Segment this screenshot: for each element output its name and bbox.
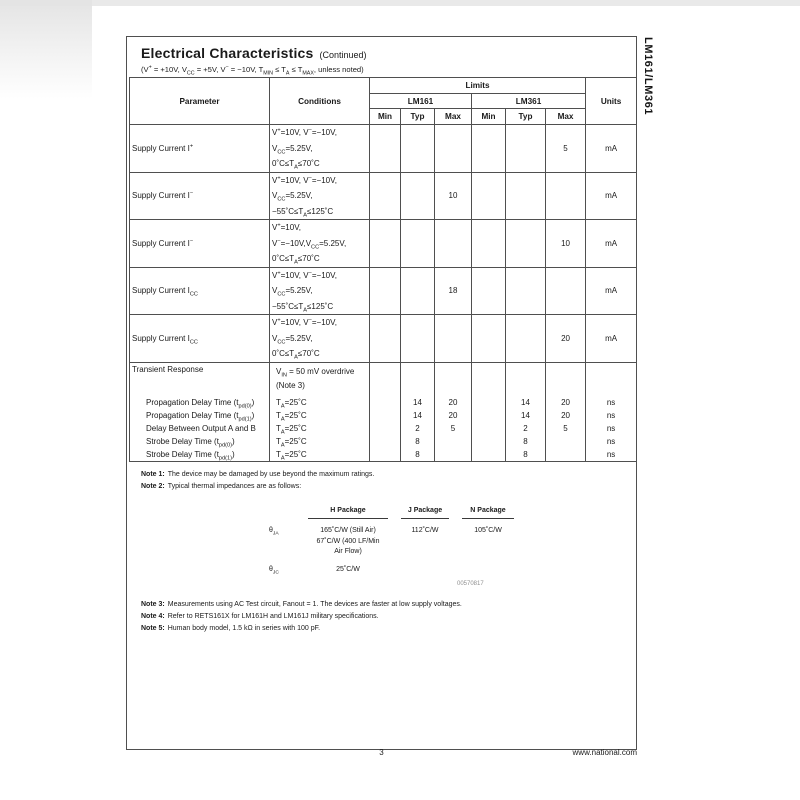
units-cell: mA — [586, 172, 637, 220]
thermal-j-value — [401, 564, 449, 576]
conditions-cell: V+=10V, $V^-=-10V,V_{CC}=5.25V$, $0˚C\le T_A\le 70˚C$ — [270, 220, 370, 268]
value-cell — [506, 172, 546, 220]
value-cell: 14 — [506, 396, 546, 409]
value-cell: 20 — [435, 409, 472, 422]
value-cell — [435, 125, 472, 173]
value-cell — [506, 125, 546, 173]
units-cell: mA — [586, 220, 637, 268]
value-cell: 14 — [506, 409, 546, 422]
units-cell: mA — [586, 267, 637, 315]
part-number-side-label: LM161/LM361 — [642, 37, 654, 116]
note-text: Refer to RETS161X for LM161H and LM161J military specifications. — [167, 613, 379, 620]
scan-artifact-corner — [0, 0, 92, 110]
section-header — [127, 37, 636, 77]
value-cell — [546, 267, 586, 315]
parameter-cell: Transient Response — [130, 362, 270, 396]
value-cell: 8 — [506, 448, 546, 462]
table-row — [130, 448, 637, 462]
value-cell — [472, 267, 506, 315]
parameter-cell: Supply Current $I_{CC}$ — [130, 315, 270, 363]
conditions-cell: V+=10V, V−=−10V, $V_{CC}=5.25V$, $0˚C\le T_A\le 70˚C$ — [270, 315, 370, 363]
spec-table-rows — [130, 125, 637, 462]
datasheet-content-box — [126, 36, 637, 750]
conditions-cell: $V_{IN} = 50$ mV overdrive (Note 3) — [270, 362, 370, 396]
value-cell — [401, 315, 435, 363]
electrical-characteristics-table — [129, 77, 637, 462]
units-cell: ns — [586, 435, 637, 448]
value-cell — [370, 125, 401, 173]
value-cell: 5 — [546, 422, 586, 435]
thermal-package-header: N Package — [462, 506, 514, 520]
value-cell — [472, 422, 506, 435]
value-cell — [546, 448, 586, 462]
value-cell: 5 — [435, 422, 472, 435]
value-cell: 20 — [546, 396, 586, 409]
thermal-theta-label: $\theta_{JA}$ — [269, 527, 279, 537]
value-cell — [546, 435, 586, 448]
col-header-typ-lm161: Typ — [401, 109, 435, 125]
table-row — [130, 315, 637, 363]
table-row — [130, 396, 637, 409]
value-cell — [546, 362, 586, 396]
value-cell — [435, 435, 472, 448]
value-cell — [546, 172, 586, 220]
col-header-units: Units — [586, 78, 637, 125]
units-cell: ns — [586, 409, 637, 422]
value-cell: 10 — [435, 172, 472, 220]
units-cell: ns — [586, 448, 637, 462]
value-cell — [401, 172, 435, 220]
table-row — [130, 125, 637, 173]
value-cell: 2 — [506, 422, 546, 435]
value-cell — [472, 220, 506, 268]
figure-code: 00570817 — [457, 581, 484, 587]
value-cell — [506, 267, 546, 315]
conditions-cell: V+=10V, V−=−10V, $V_{CC}=5.25V$, $-55˚C\le T_A\le 125˚C$ — [270, 267, 370, 315]
value-cell — [472, 435, 506, 448]
col-header-parameter: Parameter — [130, 78, 270, 125]
conditions-cell: $T_A=25˚C$ — [270, 422, 370, 435]
note-text: The device may be damaged by use beyond the maximum ratings. — [167, 470, 375, 478]
value-cell — [472, 448, 506, 462]
conditions-cell: $T_A=25˚C$ — [270, 396, 370, 409]
scan-artifact-top — [0, 0, 800, 6]
value-cell: 5 — [546, 125, 586, 173]
value-cell — [506, 220, 546, 268]
thermal-corner-cell — [269, 506, 295, 520]
value-cell — [370, 396, 401, 409]
conditions-cell: $T_A=25˚C$ — [270, 448, 370, 462]
thermal-h-value: 165˚C/W (Still Air) 67˚C/W (400 LF/Min Air Flow) — [316, 527, 380, 555]
value-cell — [370, 435, 401, 448]
notes-bottom — [127, 587, 636, 635]
parameter-cell: Strobe Delay Time $(t_{pd(1)})$ — [130, 448, 270, 462]
value-cell — [472, 315, 506, 363]
parameter-cell: Delay Between Output A and B — [130, 422, 270, 435]
thermal-package-header: H Package — [308, 506, 388, 520]
note-label: Note 4: — [141, 613, 165, 620]
col-header-max-lm161: Max — [435, 109, 472, 125]
thermal-package-header: J Package — [401, 506, 449, 520]
parameter-cell: Supply Current $I_{CC}$ — [130, 267, 270, 315]
table-row — [130, 172, 637, 220]
value-cell — [472, 362, 506, 396]
value-cell — [370, 448, 401, 462]
col-header-typ-lm361: Typ — [506, 109, 546, 125]
value-cell — [401, 220, 435, 268]
value-cell — [472, 409, 506, 422]
note-label: Note 3: — [141, 601, 165, 608]
note-label: Note 1: — [141, 470, 165, 478]
notes-top — [127, 462, 636, 493]
table-row — [130, 435, 637, 448]
value-cell — [472, 125, 506, 173]
table-row — [130, 220, 637, 268]
value-cell — [370, 315, 401, 363]
value-cell: 8 — [401, 435, 435, 448]
thermal-j-value: 112˚C/W — [411, 527, 439, 534]
table-row — [130, 409, 637, 422]
conditions-cell: V+=10V, V−=−10V, $V_{CC}=5.25V$, $-55˚C\le T_A\le 125˚C$ — [270, 172, 370, 220]
conditions-cell: $T_A=25˚C$ — [270, 435, 370, 448]
col-header-min-lm361: Min — [472, 109, 506, 125]
value-cell — [435, 315, 472, 363]
value-cell: 14 — [401, 396, 435, 409]
value-cell — [401, 362, 435, 396]
test-conditions-subtitle: (V+ = +10V, $V_{CC} = +5V$, V− = −10V, $T_{MIN} \le T_A \le T_{MAX}$, unless noted) — [141, 64, 364, 77]
value-cell: 8 — [401, 448, 435, 462]
units-cell: ns — [586, 396, 637, 409]
note-text: Measurements using AC Test circuit, Fanout = 1. The devices are faster at low supply voltages. — [167, 601, 462, 608]
thermal-theta-label: $\theta_{JC}$ — [269, 565, 279, 575]
units-cell: ns — [586, 422, 637, 435]
note-text: Human body model, 1.5 kΩ in series with 100 pF. — [167, 625, 321, 632]
note-text: Typical thermal impedances are as follows: — [167, 482, 302, 490]
parameter-cell: Strobe Delay Time $(t_{pd(0)})$ — [130, 435, 270, 448]
value-cell — [435, 448, 472, 462]
value-cell: 20 — [546, 409, 586, 422]
table-row — [130, 422, 637, 435]
table-row — [130, 267, 637, 315]
parameter-cell: Supply Current I− — [130, 172, 270, 220]
value-cell — [401, 267, 435, 315]
value-cell — [506, 362, 546, 396]
units-cell: mA — [586, 315, 637, 363]
note-label: Note 2: — [141, 482, 165, 490]
parameter-cell: Supply Current I− — [130, 220, 270, 268]
value-cell — [370, 220, 401, 268]
col-header-conditions: Conditions — [270, 78, 370, 125]
value-cell — [435, 362, 472, 396]
website-link[interactable]: www.national.com — [572, 748, 637, 757]
value-cell — [370, 267, 401, 315]
value-cell: 10 — [546, 220, 586, 268]
value-cell — [370, 172, 401, 220]
value-cell: 20 — [546, 315, 586, 363]
note-item — [141, 481, 626, 493]
value-cell — [472, 172, 506, 220]
parameter-cell: Propagation Delay Time $(t_{pd(0)})$ — [130, 396, 270, 409]
note-item — [141, 469, 626, 481]
value-cell: 18 — [435, 267, 472, 315]
value-cell: 14 — [401, 409, 435, 422]
col-header-lm161: LM161 — [370, 94, 472, 109]
value-cell — [472, 396, 506, 409]
col-header-limits: Limits — [370, 78, 586, 94]
parameter-cell: Propagation Delay Time $(t_{pd(1)})$ — [130, 409, 270, 422]
parameter-cell: Supply Current I+ — [130, 125, 270, 173]
units-cell: mA — [586, 125, 637, 173]
thermal-n-value — [462, 564, 514, 576]
conditions-cell: $T_A=25˚C$ — [270, 409, 370, 422]
note-item — [141, 599, 626, 611]
col-header-lm361: LM361 — [472, 94, 586, 109]
thermal-h-value: 25˚C/W — [336, 565, 360, 573]
col-header-min-lm161: Min — [370, 109, 401, 125]
col-header-max-lm361: Max — [546, 109, 586, 125]
value-cell: 2 — [401, 422, 435, 435]
note-label: Note 5: — [141, 625, 165, 632]
value-cell — [506, 315, 546, 363]
value-cell — [370, 362, 401, 396]
note-item — [141, 611, 626, 623]
value-cell — [370, 409, 401, 422]
page-number: 3 — [379, 748, 384, 757]
value-cell — [401, 125, 435, 173]
units-cell — [586, 362, 637, 396]
section-title-continued: (Continued) — [319, 50, 367, 60]
conditions-cell: V+=10V, V−=−10V, $V_{CC}=5.25V$, $0˚C\le T_A\le 70˚C$ — [270, 125, 370, 173]
section-title: Electrical Characteristics — [141, 45, 314, 61]
note-item — [141, 623, 626, 635]
thermal-impedance-table — [269, 506, 636, 576]
value-cell — [370, 422, 401, 435]
value-cell — [435, 220, 472, 268]
value-cell: 20 — [435, 396, 472, 409]
value-cell: 8 — [506, 435, 546, 448]
thermal-n-value: 105˚C/W — [474, 527, 502, 534]
table-row — [130, 362, 637, 396]
